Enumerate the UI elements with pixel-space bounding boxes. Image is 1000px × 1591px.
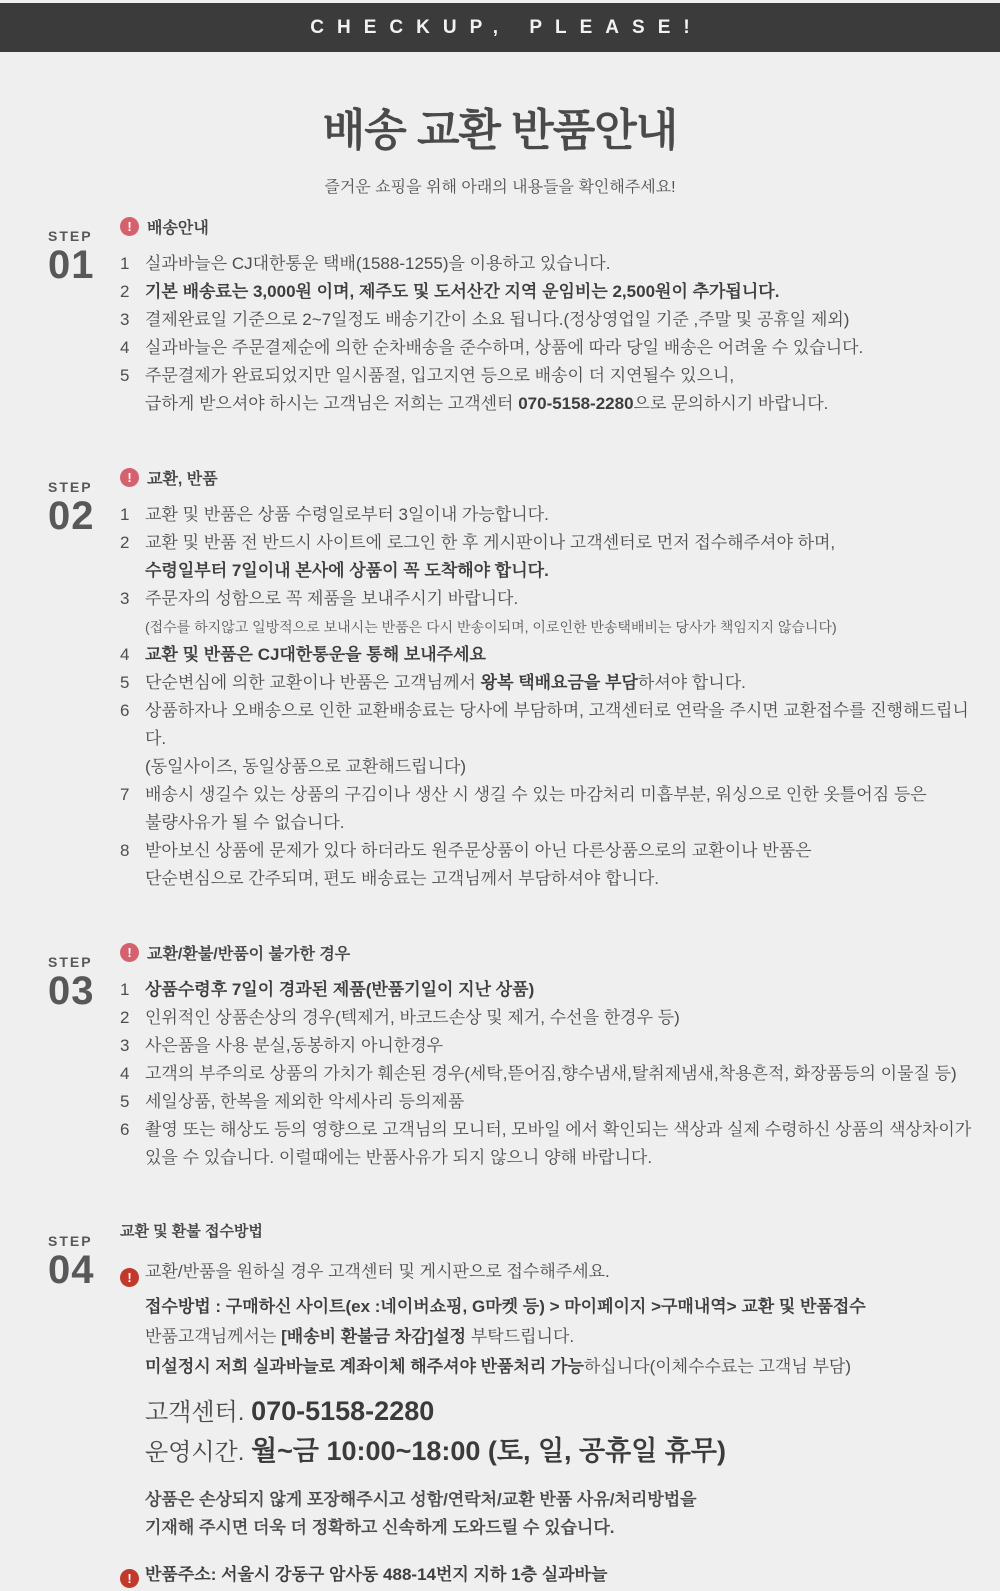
item-line bbox=[145, 837, 972, 865]
notice-icon-slot bbox=[120, 1352, 145, 1382]
item-line bbox=[145, 334, 972, 362]
step-body bbox=[120, 215, 972, 418]
step-01-section bbox=[48, 215, 972, 418]
item-line bbox=[145, 781, 972, 809]
steps-container bbox=[0, 197, 1000, 1591]
topbar bbox=[0, 3, 1000, 52]
item-line bbox=[145, 753, 972, 781]
text: 주문결제가 완료되었지만 일시품절, 입고지연 등으로 배송이 더 지연될수 있으니, bbox=[145, 366, 735, 385]
item-number: 7 bbox=[120, 785, 130, 804]
text: 고객의 부주의로 상품의 가치가 훼손된 경우(세탁,뜯어짐,향수냄새,탈취제냄새,착용흔적, 화장품등의 이물질 등) bbox=[145, 1064, 957, 1083]
item-text bbox=[145, 1088, 972, 1116]
list-item bbox=[120, 697, 972, 781]
exclamation-icon: ! bbox=[120, 943, 139, 962]
item-number: 2 bbox=[120, 533, 130, 552]
list-item bbox=[120, 278, 972, 306]
list-item bbox=[120, 501, 972, 529]
exclamation-icon: ! bbox=[120, 217, 139, 236]
item-line bbox=[145, 390, 972, 418]
list-item bbox=[120, 250, 972, 278]
item-line bbox=[145, 306, 972, 334]
item-text bbox=[145, 641, 972, 669]
item-number: 5 bbox=[120, 673, 130, 692]
notice-icon-slot bbox=[120, 1257, 145, 1292]
text: 교환 및 반품 전 반드시 사이트에 로그인 한 후 게시판이나 고객센터로 먼저 접수해주셔야 하며, bbox=[145, 533, 836, 552]
notice-line bbox=[120, 1292, 972, 1322]
step-label bbox=[48, 941, 120, 1172]
notice-line bbox=[120, 1257, 972, 1292]
bold-text: [배송비 환불금 차감]설정 bbox=[281, 1327, 467, 1346]
step-body bbox=[120, 1220, 972, 1591]
item-text bbox=[145, 362, 972, 418]
bold-text: 접수방법 : 구매하신 사이트(ex :네이버쇼핑, G마켓 등) > 마이페이지 >구매내역> 교환 및 반품접수 bbox=[145, 1297, 866, 1316]
step-label bbox=[48, 1220, 120, 1591]
text: 교환 및 반품은 상품 수령일로부터 3일이내 가능합니다. bbox=[145, 505, 549, 524]
item-line bbox=[145, 697, 972, 753]
item-line bbox=[145, 613, 972, 641]
section-heading bbox=[120, 215, 972, 238]
item-number: 5 bbox=[120, 1092, 130, 1111]
list-item bbox=[120, 837, 972, 893]
text: 결제완료일 기준으로 2~7일정도 배송기간이 소요 됩니다.(정상영업일 기준 ,주말 및 공휴일 제외) bbox=[145, 310, 850, 329]
notice-text bbox=[145, 1292, 972, 1322]
item-line bbox=[145, 250, 972, 278]
list-item bbox=[120, 306, 972, 334]
item-text bbox=[145, 1060, 972, 1088]
text: 단순변심에 의한 교환이나 반품은 고객님께서 bbox=[145, 673, 481, 692]
item-line bbox=[145, 1116, 972, 1144]
list-item bbox=[120, 585, 972, 641]
item-line bbox=[145, 865, 972, 893]
item-number: 4 bbox=[120, 338, 130, 357]
packing-note-line: 상품은 손상되지 않게 포장해주시고 성함/연락처/교환 반품 사유/처리방법을 bbox=[145, 1490, 697, 1509]
text: 실과바늘은 CJ대한통운 택배(1588-1255)을 이용하고 있습니다. bbox=[145, 254, 611, 273]
section-heading-text: 배송안내 bbox=[147, 220, 209, 237]
text: 상품하자나 오배송으로 인한 교환배송료는 당사에 부담하며, 고객센터로 연락을 주시면 교환접수를 진행해드립니다. bbox=[145, 701, 969, 748]
bold-text: 교환 및 반품은 CJ대한통운을 통해 보내주세요 bbox=[145, 645, 486, 664]
text: 있을 수 있습니다. 이럴때에는 반품사유가 되지 않으니 양해 바랍니다. bbox=[145, 1148, 653, 1167]
section-heading-text: 교환 및 환불 접수방법 bbox=[120, 1223, 263, 1240]
item-number: 4 bbox=[120, 1064, 130, 1083]
item-text bbox=[145, 278, 972, 306]
list-item bbox=[120, 1032, 972, 1060]
step-03-section bbox=[48, 941, 972, 1172]
step-label-number: 04 bbox=[48, 1248, 95, 1292]
section-heading bbox=[120, 1220, 972, 1241]
item-line bbox=[145, 809, 972, 837]
section-heading bbox=[120, 466, 972, 489]
contact-value: 월~금 10:00~18:00 (토, 일, 공휴일 휴무) bbox=[251, 1436, 726, 1466]
step-04-section bbox=[48, 1220, 972, 1591]
item-line bbox=[145, 1004, 972, 1032]
item-number: 2 bbox=[120, 282, 130, 301]
item-text bbox=[145, 781, 972, 837]
packing-note-line: 기재해 주시면 더욱 더 정확하고 신속하게 도와드릴 수 있습니다. bbox=[145, 1518, 615, 1537]
notice-icon-slot bbox=[120, 1292, 145, 1322]
text: 촬영 또는 해상도 등의 영향으로 고객님의 모니터, 모바일 에서 확인되는 색상과 실제 수령하신 상품의 색상차이가 bbox=[145, 1120, 972, 1139]
exclamation-icon: ! bbox=[120, 1268, 139, 1287]
item-line bbox=[145, 585, 972, 613]
list-item bbox=[120, 781, 972, 837]
text: 실과바늘은 주문결제순에 의한 순차배송을 준수하며, 상품에 따라 당일 배송은 어려울 수 있습니다. bbox=[145, 338, 864, 357]
topbar-text: CHECKUP, PLEASE! bbox=[310, 16, 703, 38]
item-number: 3 bbox=[120, 589, 130, 608]
step-label-word: STEP bbox=[48, 1233, 93, 1249]
step-body bbox=[120, 466, 972, 893]
item-line bbox=[145, 278, 972, 306]
shipping-exchange-return-guide-page bbox=[0, 3, 1000, 1586]
item-text bbox=[145, 306, 972, 334]
address-icon-slot bbox=[120, 1562, 145, 1591]
list-item bbox=[120, 1004, 972, 1032]
item-line bbox=[145, 362, 972, 390]
item-number: 3 bbox=[120, 1036, 130, 1055]
item-text bbox=[145, 1116, 972, 1172]
bold-text: 왕복 택배요금을 부담 bbox=[480, 673, 638, 692]
contact-value: 070-5158-2280 bbox=[251, 1396, 435, 1426]
item-text bbox=[145, 976, 972, 1004]
item-text bbox=[145, 334, 972, 362]
item-text bbox=[145, 585, 972, 641]
item-line bbox=[145, 529, 972, 557]
item-line bbox=[145, 641, 972, 669]
item-text bbox=[145, 837, 972, 893]
item-line bbox=[145, 1144, 972, 1172]
contact-label: 운영시간. bbox=[145, 1439, 252, 1466]
item-text bbox=[145, 669, 972, 697]
section-heading bbox=[120, 941, 972, 964]
text: 사은품을 사용 분실,동봉하지 아니한경우 bbox=[145, 1036, 444, 1055]
exclamation-icon: ! bbox=[120, 468, 139, 487]
notice-text bbox=[145, 1257, 972, 1292]
item-number: 6 bbox=[120, 701, 130, 720]
item-number: 1 bbox=[120, 505, 130, 524]
item-line bbox=[145, 501, 972, 529]
step-label-word: STEP bbox=[48, 954, 93, 970]
text: 하십니다(이체수수료는 고객님 부담) bbox=[583, 1357, 851, 1376]
step-label-word: STEP bbox=[48, 479, 93, 495]
item-number: 5 bbox=[120, 366, 130, 385]
list-item bbox=[120, 1116, 972, 1172]
text: 주문자의 성함으로 꼭 제품을 보내주시기 바랍니다. bbox=[145, 589, 519, 608]
step-label bbox=[48, 215, 120, 418]
list-item bbox=[120, 529, 972, 585]
bold-text: 기본 배송료는 3,000원 이며, 제주도 및 도서산간 지역 운임비는 2,500원이 추가됩니다. bbox=[145, 282, 780, 301]
item-text bbox=[145, 697, 972, 781]
item-number: 8 bbox=[120, 841, 130, 860]
list-item bbox=[120, 362, 972, 418]
notice-text bbox=[145, 1322, 972, 1352]
item-line bbox=[145, 1060, 972, 1088]
text: 불량사유가 될 수 없습니다. bbox=[145, 813, 345, 832]
return-address-line bbox=[120, 1562, 972, 1591]
text: 단순변심으로 간주되며, 편도 배송료는 고객님께서 부담하셔야 합니다. bbox=[145, 869, 660, 888]
text: 받아보신 상품에 문제가 있다 하더라도 원주문상품이 아닌 다른상품으로의 교환이나 반품은 bbox=[145, 841, 812, 860]
text: 으로 문의하시기 바랍니다. bbox=[633, 394, 829, 413]
contact-line bbox=[145, 1392, 972, 1432]
step-label-number: 02 bbox=[48, 494, 95, 538]
step-body bbox=[120, 941, 972, 1172]
item-line bbox=[145, 669, 972, 697]
item-line bbox=[145, 1032, 972, 1060]
contact-label: 고객센터. bbox=[145, 1399, 252, 1426]
item-number: 4 bbox=[120, 645, 130, 664]
notice-line bbox=[120, 1322, 972, 1352]
item-number: 1 bbox=[120, 254, 130, 273]
bold-text: 070-5158-2280 bbox=[518, 394, 634, 413]
text: 부탁드립니다. bbox=[466, 1327, 575, 1346]
step-label-number: 01 bbox=[48, 243, 95, 287]
notice-text bbox=[145, 1352, 972, 1382]
item-line bbox=[145, 976, 972, 1004]
list-item bbox=[120, 1060, 972, 1088]
list-item bbox=[120, 669, 972, 697]
step-label-word: STEP bbox=[48, 228, 93, 244]
return-address-text: 반품주소: 서울시 강동구 암사동 488-14번지 지하 1층 실과바늘 bbox=[145, 1565, 608, 1584]
notice-line bbox=[120, 1352, 972, 1382]
page-subtitle: 즐거운 쇼핑을 위해 아래의 내용들을 확인해주세요! bbox=[324, 179, 676, 196]
item-line bbox=[145, 1088, 972, 1116]
text: 인위적인 상품손상의 경우(텍제거, 바코드손상 및 제거, 수선을 한경우 등) bbox=[145, 1008, 680, 1027]
item-number: 1 bbox=[120, 980, 130, 999]
packing-note-block bbox=[120, 1486, 972, 1542]
item-text bbox=[145, 1004, 972, 1032]
bold-text: 미설정시 저희 실과바늘로 계좌이체 해주셔야 반품처리 가능 bbox=[145, 1357, 584, 1376]
text: 반품고객님께서는 bbox=[145, 1327, 282, 1346]
text: 하셔야 합니다. bbox=[637, 673, 746, 692]
list-item bbox=[120, 976, 972, 1004]
item-line bbox=[145, 557, 972, 585]
list-item bbox=[120, 641, 972, 669]
notice-icon-slot bbox=[120, 1322, 145, 1352]
text: 세일상품, 한복을 제외한 악세사리 등의제품 bbox=[145, 1092, 465, 1111]
item-text bbox=[145, 529, 972, 585]
exclamation-icon: ! bbox=[120, 1569, 139, 1588]
item-number: 3 bbox=[120, 310, 130, 329]
step-label-number: 03 bbox=[48, 969, 95, 1013]
contact-block bbox=[120, 1392, 972, 1472]
item-text bbox=[145, 501, 972, 529]
text: (동일사이즈, 동일상품으로 교환해드립니다) bbox=[145, 757, 467, 776]
bold-text: 상품수령후 7일이 경과된 제품(반품기일이 지난 상품) bbox=[145, 980, 535, 999]
text: 교환/반품을 원하실 경우 고객센터 및 게시판으로 접수해주세요. bbox=[145, 1262, 610, 1281]
step-label bbox=[48, 466, 120, 893]
item-text bbox=[145, 250, 972, 278]
list-item bbox=[120, 1088, 972, 1116]
bold-text: 수령일부터 7일이내 본사에 상품이 꼭 도착해야 합니다. bbox=[145, 561, 549, 580]
step-02-section bbox=[48, 466, 972, 893]
item-number: 6 bbox=[120, 1120, 130, 1139]
page-title: 배송 교환 반품안내 bbox=[322, 106, 678, 155]
list-item bbox=[120, 334, 972, 362]
item-number: 2 bbox=[120, 1008, 130, 1027]
item-text bbox=[145, 1032, 972, 1060]
text: 급하게 받으셔야 하시는 고객님은 저희는 고객센터 bbox=[145, 394, 519, 413]
text: 배송시 생길수 있는 상품의 구김이나 생산 시 생길 수 있는 마감처리 미흡부분, 워싱으로 인한 옷틀어짐 등은 bbox=[145, 785, 927, 804]
contact-line bbox=[145, 1432, 972, 1472]
text: (접수를 하지않고 일방적으로 보내시는 반품은 다시 반송이되며, 이로인한 반송택배비는 당사가 책임지지 않습니다) bbox=[145, 619, 837, 635]
section-heading-text: 교환/환불/반품이 불가한 경우 bbox=[147, 946, 351, 963]
section-heading-text: 교환, 반품 bbox=[147, 471, 218, 488]
